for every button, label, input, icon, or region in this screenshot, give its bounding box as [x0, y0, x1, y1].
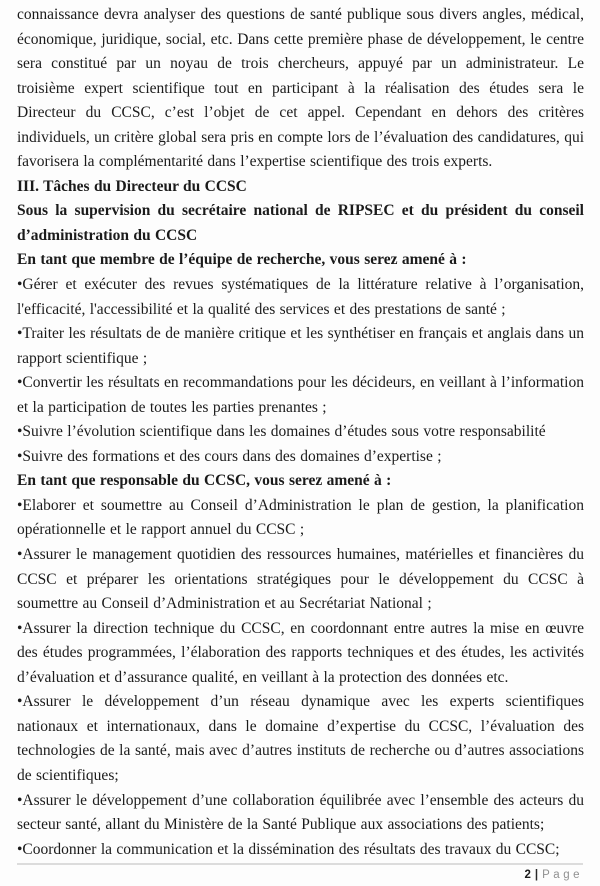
bullet-item-results-synthesis: •Traiter les résultats de de manière critique et les synthétiser en français et anglais dans un rapport scientifique ;	[17, 325, 584, 367]
bullet-item-daily-management: •Assurer le management quotidien des ressources humaines, matérielles et financières du CCSC et préparer les orientations stratégiques pour le développement du CCSC à soumettre au Conseil d’Administration et au Secrétariat National ;	[17, 546, 584, 613]
bullet-item-network-development: •Assurer le développement d’un réseau dynamique avec les experts scientifiques nationaux et internationaux, dans le domaine d’expertise du CCSC, l’évaluation des technologies de la santé, mais avec d’autres instituts de recherche ou d’autres associations de scientifiques;	[17, 693, 584, 784]
page-number: 2	[524, 869, 532, 881]
page-footer-text	[17, 865, 583, 882]
section-heading-tasks: III. Tâches du Directeur du CCSC	[17, 177, 247, 195]
bullet-item-communication: •Coordonner la communication et la dissémination des résultats des travaux du CCSC;	[17, 840, 560, 858]
bullet-item-trainings: •Suivre des formations et des cours dans des domaines d’expertise ;	[17, 447, 442, 465]
document-content	[17, 3, 584, 862]
page-footer	[17, 863, 583, 882]
team-member-role-heading: En tant que membre de l’équipe de recherche, vous serez amené à :	[17, 251, 467, 269]
responsible-role-heading: En tant que responsable du CCSC, vous serez amené à :	[17, 472, 392, 490]
intro-paragraph: connaissance devra analyser des questions de santé publique sous divers angles, médical, économique, juridique, social, etc. Dans cette première phase de développement, le centre sera constitué par un noyau de trois chercheurs, appuyé par un administrateur. Le troisième expert scientifique tout en participant à la réalisation des études sera le Directeur du CCSC, c’est l’objet de cet appel. Cependant en dehors des critères individuels, un critère global sera pris en compte lors de l’évaluation des candidatures, qui favorisera la complémentarité dans l’expertise scientifique des trois experts.	[17, 6, 584, 171]
footer-page-label: Page	[542, 869, 583, 881]
bullet-item-technical-direction: •Assurer la direction technique du CCSC, en coordonnant entre autres la mise en œuvre des études programmées, l’élaboration des rapports techniques et des études, les activités d’évaluation et d’assurance qualité, en veillant à la protection des données etc.	[17, 619, 584, 686]
footer-separator: |	[534, 869, 539, 881]
bullet-item-reviews: •Gérer et exécuter des revues systématiques de la littérature relative à l’organisation, l'efficacité, l'accessibilité et la qualité des services et des prestations de santé ;	[17, 276, 584, 318]
bullet-item-collaboration: •Assurer le développement d’une collaboration équilibrée avec l’ensemble des acteurs du secteur santé, allant du Ministère de la Santé Publique aux associations des patients;	[17, 791, 584, 834]
bullet-item-recommendations: •Convertir les résultats en recommandations pour les décideurs, en veillant à l’information et la participation de toutes les parties prenantes ;	[17, 374, 584, 416]
bullet-item-management-plan: •Elaborer et soumettre au Conseil d’Administration le plan de gestion, la planification opérationnelle et le rapport annuel du CCSC ;	[17, 496, 584, 539]
bullet-item-scientific-watch: •Suivre l’évolution scientifique dans les domaines d’études sous votre responsabilité	[17, 423, 546, 441]
supervision-statement: Sous la supervision du secrétaire national de RIPSEC et du président du conseil d’administration du CCSC	[17, 202, 584, 244]
